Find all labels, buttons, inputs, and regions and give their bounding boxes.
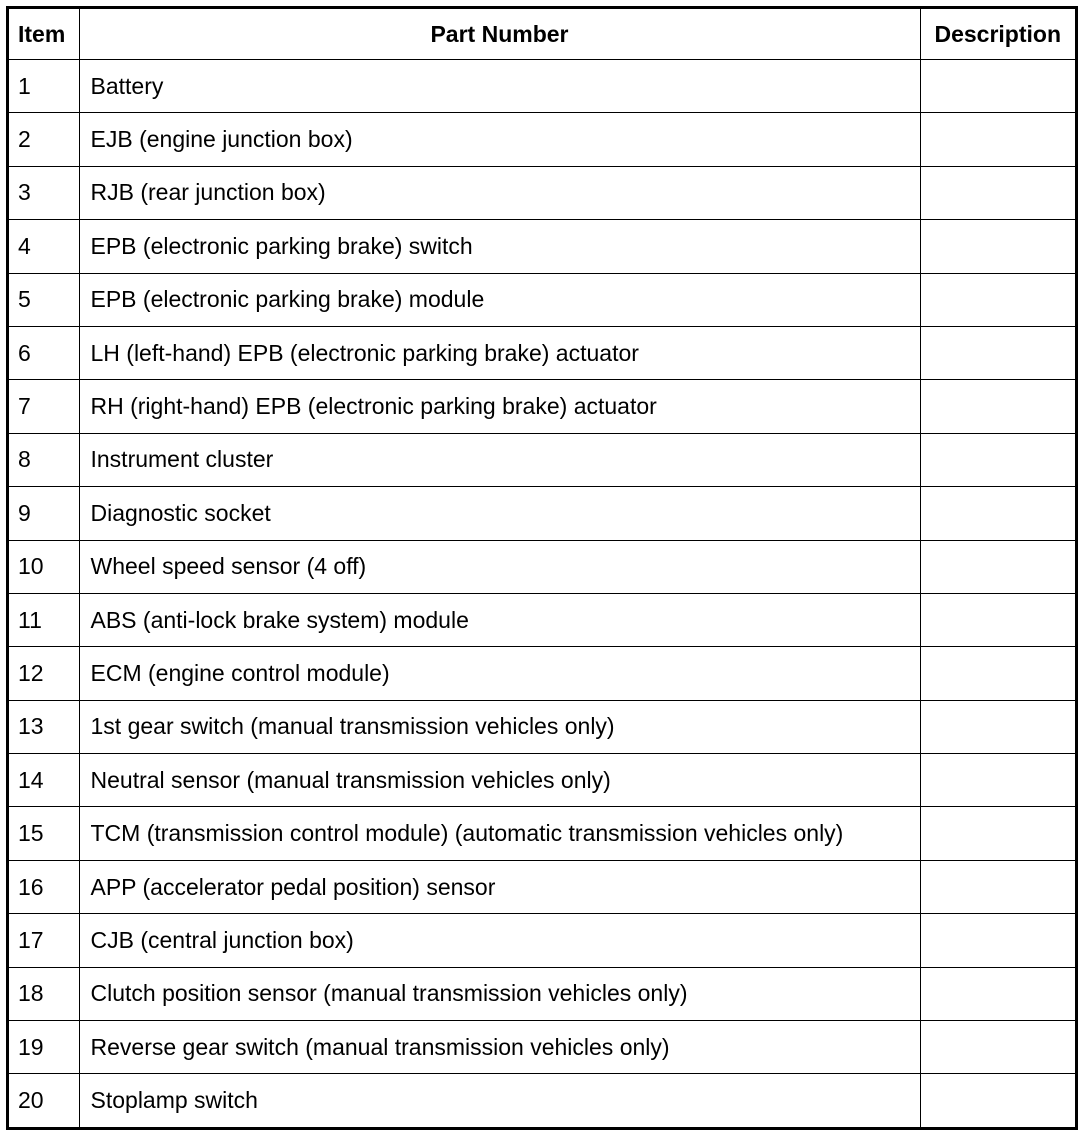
cell-item-number: 1 — [9, 60, 79, 113]
cell-part-number: RJB (rear junction box) — [79, 166, 920, 219]
table-row — [9, 380, 1075, 433]
cell-description — [920, 60, 1075, 113]
table-row — [9, 1074, 1075, 1127]
cell-description — [920, 326, 1075, 379]
cell-part-number: EJB (engine junction box) — [79, 113, 920, 166]
table-row — [9, 60, 1075, 113]
table-header-row — [9, 9, 1075, 60]
table-row — [9, 647, 1075, 700]
cell-part-number: EPB (electronic parking brake) module — [79, 273, 920, 326]
table-row — [9, 540, 1075, 593]
cell-part-number: TCM (transmission control module) (automatic transmission vehicles only) — [79, 807, 920, 860]
cell-description — [920, 380, 1075, 433]
cell-item-number: 19 — [9, 1021, 79, 1074]
table-row — [9, 113, 1075, 166]
cell-part-number: Neutral sensor (manual transmission vehicles only) — [79, 754, 920, 807]
cell-item-number: 3 — [9, 166, 79, 219]
cell-part-number: LH (left-hand) EPB (electronic parking brake) actuator — [79, 326, 920, 379]
parts-table-frame — [6, 6, 1078, 1130]
table-row — [9, 860, 1075, 913]
cell-part-number: RH (right-hand) EPB (electronic parking brake) actuator — [79, 380, 920, 433]
cell-part-number: CJB (central junction box) — [79, 914, 920, 967]
table-row — [9, 273, 1075, 326]
cell-part-number: Clutch position sensor (manual transmission vehicles only) — [79, 967, 920, 1020]
table-row — [9, 220, 1075, 273]
table-row — [9, 914, 1075, 967]
cell-item-number: 9 — [9, 487, 79, 540]
cell-part-number: Instrument cluster — [79, 433, 920, 486]
cell-description — [920, 166, 1075, 219]
cell-item-number: 5 — [9, 273, 79, 326]
cell-item-number: 12 — [9, 647, 79, 700]
table-row — [9, 700, 1075, 753]
cell-description — [920, 220, 1075, 273]
table-row — [9, 807, 1075, 860]
cell-description — [920, 754, 1075, 807]
cell-item-number: 2 — [9, 113, 79, 166]
parts-table — [9, 9, 1075, 1127]
cell-part-number: Wheel speed sensor (4 off) — [79, 540, 920, 593]
cell-item-number: 10 — [9, 540, 79, 593]
cell-description — [920, 914, 1075, 967]
cell-description — [920, 433, 1075, 486]
cell-part-number: Reverse gear switch (manual transmission vehicles only) — [79, 1021, 920, 1074]
cell-item-number: 6 — [9, 326, 79, 379]
cell-item-number: 8 — [9, 433, 79, 486]
table-row — [9, 593, 1075, 646]
cell-item-number: 15 — [9, 807, 79, 860]
cell-description — [920, 273, 1075, 326]
table-row — [9, 487, 1075, 540]
cell-description — [920, 1074, 1075, 1127]
table-row — [9, 754, 1075, 807]
cell-part-number: 1st gear switch (manual transmission vehicles only) — [79, 700, 920, 753]
cell-item-number: 13 — [9, 700, 79, 753]
cell-item-number: 17 — [9, 914, 79, 967]
cell-description — [920, 487, 1075, 540]
cell-item-number: 16 — [9, 860, 79, 913]
cell-item-number: 11 — [9, 593, 79, 646]
header-item: Item — [9, 9, 79, 60]
table-row — [9, 1021, 1075, 1074]
cell-part-number: ECM (engine control module) — [79, 647, 920, 700]
cell-part-number: Stoplamp switch — [79, 1074, 920, 1127]
cell-description — [920, 967, 1075, 1020]
table-row — [9, 433, 1075, 486]
cell-description — [920, 647, 1075, 700]
cell-item-number: 18 — [9, 967, 79, 1020]
header-part-number: Part Number — [79, 9, 920, 60]
cell-part-number: EPB (electronic parking brake) switch — [79, 220, 920, 273]
cell-description — [920, 540, 1075, 593]
cell-item-number: 4 — [9, 220, 79, 273]
cell-description — [920, 860, 1075, 913]
cell-item-number: 14 — [9, 754, 79, 807]
cell-item-number: 7 — [9, 380, 79, 433]
cell-description — [920, 807, 1075, 860]
cell-part-number: Battery — [79, 60, 920, 113]
table-row — [9, 166, 1075, 219]
table-body — [9, 60, 1075, 1128]
cell-part-number: ABS (anti-lock brake system) module — [79, 593, 920, 646]
cell-item-number: 20 — [9, 1074, 79, 1127]
cell-part-number: APP (accelerator pedal position) sensor — [79, 860, 920, 913]
cell-description — [920, 113, 1075, 166]
table-row — [9, 967, 1075, 1020]
cell-description — [920, 1021, 1075, 1074]
header-description: Description — [920, 9, 1075, 60]
cell-description — [920, 593, 1075, 646]
cell-description — [920, 700, 1075, 753]
cell-part-number: Diagnostic socket — [79, 487, 920, 540]
table-row — [9, 326, 1075, 379]
